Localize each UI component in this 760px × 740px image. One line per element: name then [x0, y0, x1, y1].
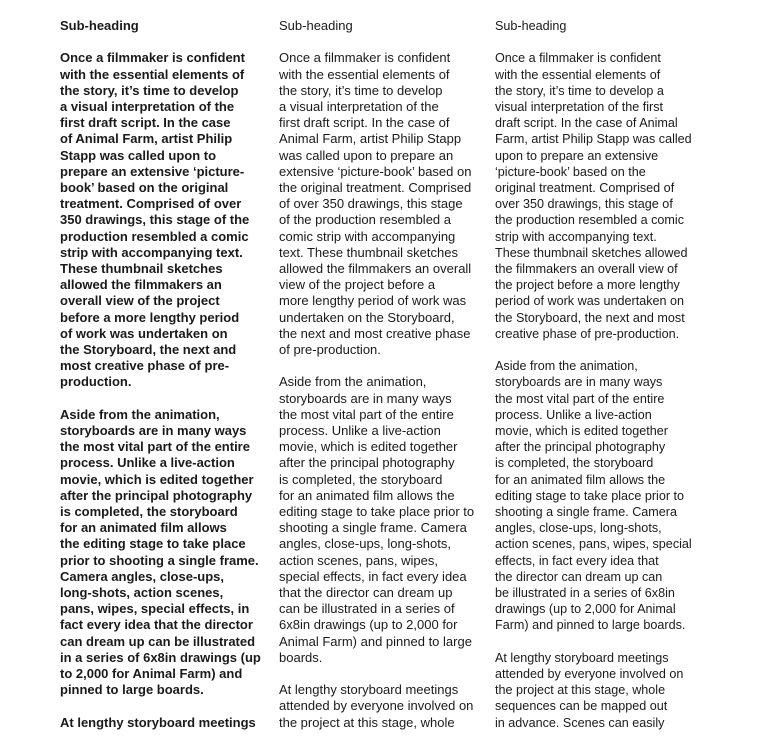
body-text-line: for an animated film allows the	[279, 487, 455, 503]
body-text-line: of the production resembled a	[279, 212, 451, 228]
body-text-line: first draft script. In the case of	[279, 115, 450, 131]
body-text-line: book’ based on the original	[60, 180, 229, 196]
body-text-line: is completed, the storyboard	[60, 504, 238, 520]
body-text-line: was called upon to prepare an	[279, 147, 454, 163]
body-text-line: the story, it’s time to develop a	[495, 83, 664, 98]
body-text-line: of pre-production.	[279, 342, 381, 358]
body-text-line: Stapp was called upon to	[60, 147, 217, 163]
body-text-line: Aside from the animation,	[279, 374, 427, 390]
body-text-line: a visual interpretation of the	[279, 99, 439, 114]
body-text-line: upon to prepare an extensive	[495, 148, 659, 163]
sub-heading: Sub-heading	[60, 18, 139, 33]
body-text-line: is completed, the storyboard	[495, 456, 654, 471]
body-text-line: a visual interpretation of the	[60, 99, 235, 114]
body-text-line: after the principal photography	[495, 440, 666, 455]
body-text-line: is completed, the storyboard	[279, 471, 443, 487]
body-text-line: production resembled a comic	[60, 228, 249, 244]
body-text-line: for an animated film allows	[60, 520, 227, 536]
body-text-line: of work was undertaken on	[60, 325, 228, 341]
body-text-line: movie, which is edited together	[60, 471, 254, 487]
body-text-line: Farm, artist Philip Stapp was called	[495, 132, 692, 147]
body-text-line: the story, it’s time to develop	[279, 82, 443, 98]
body-text-line: of over 350 drawings, this stage	[279, 196, 463, 212]
sub-heading: Sub-heading	[279, 18, 353, 33]
body-text-line: action scenes, pans, wipes, special	[495, 537, 692, 552]
body-text-line: editing stage to take place prior to	[495, 488, 685, 503]
body-text-line: shooting a single frame. Camera	[279, 520, 467, 536]
body-text-line: movie, which is edited together	[279, 439, 458, 455]
text-column-light	[495, 18, 707, 731]
body-text-line: effects, in fact every idea that	[495, 553, 659, 568]
body-text-line: long-shots, action scenes,	[60, 585, 224, 601]
body-text-line: storyboards are in many ways	[279, 390, 452, 406]
body-text-line: view of the project before a	[279, 277, 436, 293]
body-text-line: the director can dream up can	[495, 569, 663, 584]
body-text-line: the editing stage to take place	[60, 536, 246, 552]
body-text-line: more lengthy period of work was	[279, 293, 467, 309]
body-text-line: visual interpretation of the first	[495, 100, 663, 114]
body-text-line: the original treatment. Comprised	[279, 180, 472, 196]
body-text-line: can be illustrated in a series of	[279, 601, 455, 617]
body-text-line: storyboards are in many ways	[495, 375, 663, 390]
body-text-line: the next and most creative phase	[279, 325, 471, 341]
body-text-line: action scenes, pans, wipes,	[279, 552, 438, 568]
body-text-line: in a series of 6x8in drawings (up	[60, 649, 261, 665]
body-text-line: Animal Farm) and pinned to large	[279, 633, 472, 649]
body-text-line: extensive ‘picture-book’ based on	[279, 163, 472, 179]
body-text-line: At lengthy storyboard meetings	[279, 682, 459, 698]
text-column-bold	[60, 18, 267, 731]
body-text-line: overall view of the project	[60, 293, 220, 309]
body-text-line: comic strip with accompanying	[279, 228, 456, 244]
body-text-line: angles, close-ups, long-shots,	[495, 521, 662, 536]
body-text-line: treatment. Comprised of over	[60, 196, 242, 212]
body-text-line: Farm) and pinned to large boards.	[495, 618, 686, 633]
body-text-line: the most vital part of the entire	[60, 439, 250, 455]
body-text-line: attended by everyone involved on	[279, 698, 474, 714]
body-text-line: Once a filmmaker is confident	[279, 50, 451, 66]
body-text-line: boards.	[279, 649, 323, 665]
body-text-line: the story, it’s time to develop	[60, 82, 239, 98]
body-text-line: Aside from the animation,	[60, 406, 220, 422]
body-text-line: be illustrated in a series of 6x8in	[495, 586, 675, 601]
body-text-line: Once a filmmaker is confident	[60, 50, 245, 66]
body-text-line: after the principal photography	[279, 455, 455, 471]
body-text-line: Animal Farm, artist Philip Stapp	[279, 131, 462, 147]
text-column-regular	[279, 18, 485, 731]
body-text-line: after the principal photography	[60, 487, 253, 503]
body-text-line: most creative phase of pre-	[60, 358, 230, 374]
body-text-line: with the essential elements of	[279, 66, 450, 82]
body-text-line: the most vital part of the entire	[279, 406, 454, 422]
body-text-line: ‘picture-book’ based on the	[495, 164, 646, 179]
body-text-line: allowed the filmmakers an overall	[279, 261, 472, 277]
body-text-line: prepare an extensive ‘picture-	[60, 163, 245, 179]
body-text-line: the Storyboard, the next and	[60, 342, 237, 358]
body-text-line: attended by everyone involved on	[495, 667, 684, 682]
body-text-line: allowed the filmmakers an	[60, 277, 222, 293]
body-text-line: At lengthy storyboard meetings	[495, 650, 669, 665]
body-text-line: shooting a single frame. Camera	[495, 505, 678, 520]
body-text-line: drawings (up to 2,000 for Animal	[495, 602, 676, 617]
body-text-line: prior to shooting a single frame.	[60, 552, 259, 568]
body-text-line: movie, which is edited together	[495, 424, 668, 439]
body-text-line: These thumbnail sketches	[60, 261, 223, 277]
body-text-line: creative phase of pre-production.	[495, 326, 680, 341]
body-text-line: undertaken on the Storyboard,	[279, 309, 455, 325]
body-text-line: These thumbnail sketches allowed	[495, 245, 688, 260]
body-text-line: of Animal Farm, artist Philip	[60, 131, 233, 147]
body-text-line: that the director can dream up	[279, 585, 453, 601]
body-text-line: strip with accompanying text.	[495, 229, 657, 244]
body-text-line: text. These thumbnail sketches	[279, 244, 458, 260]
body-text-line: special effects, in fact every idea	[279, 568, 467, 584]
body-text-line: At lengthy storyboard meetings	[60, 714, 256, 730]
body-text-line: the project at this stage, whole	[279, 714, 455, 730]
body-text-line: angles, close-ups, long-shots,	[279, 536, 451, 552]
body-text-line: original treatment. Comprised of	[495, 181, 675, 196]
body-text-line: strip with accompanying text.	[60, 244, 243, 260]
body-text-line: over 350 drawings, this stage of	[495, 197, 673, 212]
body-text-line: the filmmakers an overall view of	[495, 262, 678, 277]
body-text-line: the Storyboard, the next and most	[495, 310, 685, 325]
body-text-line: before a more lengthy period	[60, 309, 240, 325]
body-text-line: the project before a more lengthy	[495, 278, 680, 293]
body-text-line: the most vital part of the entire	[495, 391, 665, 406]
body-text-line: can dream up can be illustrated	[60, 633, 256, 649]
body-text-line: first draft script. In the case	[60, 115, 231, 131]
body-text-line: draft script. In the case of Animal	[495, 116, 678, 131]
body-text-line: process. Unlike a live-action	[279, 423, 441, 439]
sub-heading: Sub-heading	[495, 19, 567, 33]
body-text-line: 350 drawings, this stage of the	[60, 212, 250, 228]
body-text-line: to 2,000 for Animal Farm) and	[60, 666, 243, 682]
body-text-line: Aside from the animation,	[495, 359, 638, 374]
body-text-line: the production resembled a comic	[495, 213, 685, 228]
body-text-line: with the essential elements of	[60, 66, 245, 82]
body-text-line: process. Unlike a live-action	[60, 455, 235, 471]
body-text-line: sequences can be mapped out	[495, 699, 668, 714]
body-text-line: process. Unlike a live-action	[495, 407, 652, 422]
body-text-line: pans, wipes, special effects, in	[60, 601, 250, 617]
body-text-line: storyboards are in many ways	[60, 423, 247, 439]
body-text-line: Camera angles, close-ups,	[60, 568, 225, 584]
body-text-line: production.	[60, 374, 132, 390]
body-text-line: period of work was undertaken on	[495, 294, 685, 309]
body-text-line: with the essential elements of	[495, 67, 661, 82]
body-text-line: pinned to large boards.	[60, 682, 204, 698]
body-text-line: 6x8in drawings (up to 2,000 for	[279, 617, 458, 633]
body-text-line: the project at this stage, whole	[495, 683, 666, 698]
body-text-line: fact every idea that the director	[60, 617, 253, 633]
body-text-line: for an animated film allows the	[495, 472, 666, 487]
body-text-line: Once a filmmaker is confident	[495, 51, 661, 66]
body-text-line: editing stage to take place prior to	[279, 504, 475, 520]
body-text-line: in advance. Scenes can easily	[495, 715, 665, 730]
